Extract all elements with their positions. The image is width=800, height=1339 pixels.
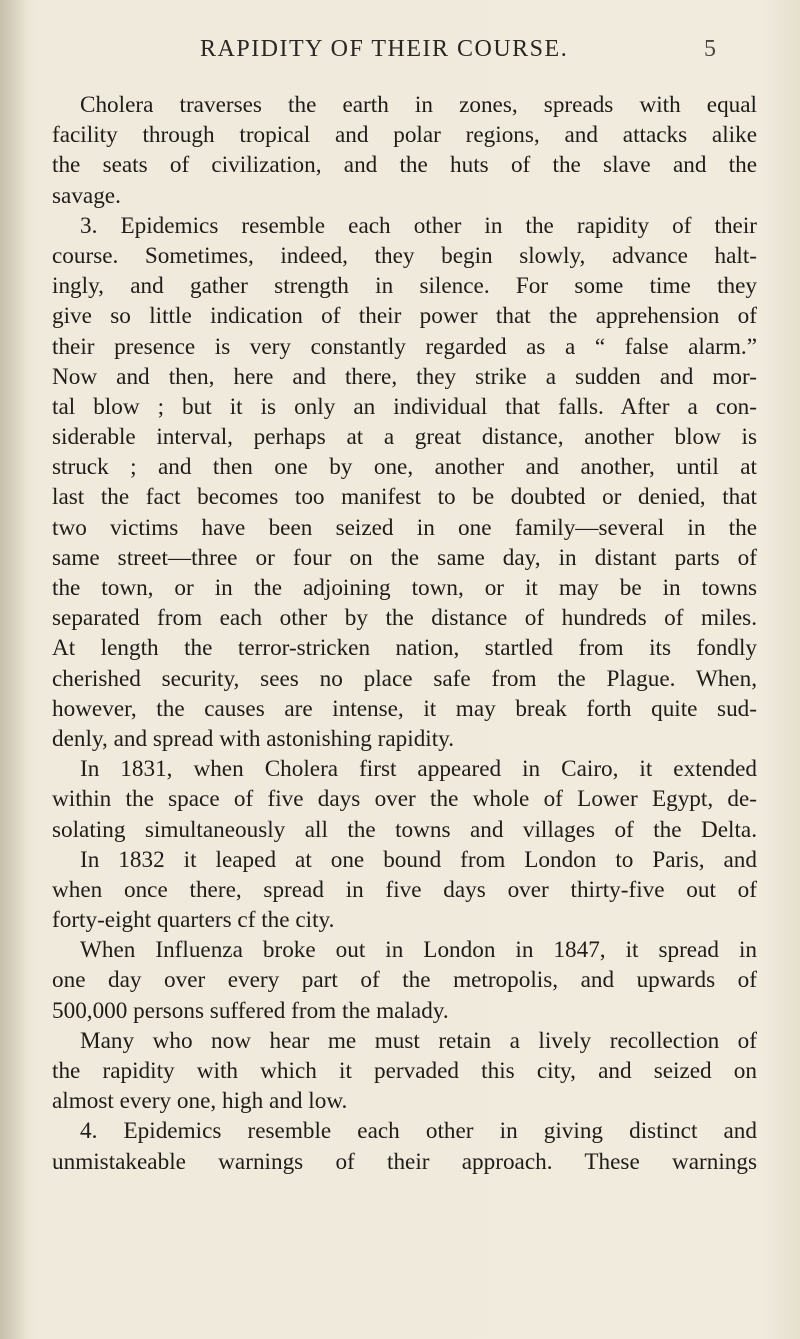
text-line: savage. — [52, 182, 121, 209]
text-line: 3. Epidemics resemble each other in the rapidity of their — [80, 212, 757, 239]
text-line: When Influenza broke out in London in 1847, it spread in — [80, 937, 757, 964]
text-line: unmistakeable warnings of their approach. These warnings — [52, 1148, 757, 1175]
page-gutter-shadow — [0, 0, 28, 1339]
text-line: ingly, and gather strength in silence. For some time they — [52, 273, 757, 300]
body-text — [52, 90, 757, 1177]
text-line: two victims have been seized in one family—several in the — [52, 514, 757, 541]
text-line: denly, and spread with astonishing rapidity. — [52, 725, 455, 752]
text-line: the rapidity with which it pervaded this city, and seized on — [52, 1058, 757, 1084]
text-line: 500,000 persons suffered from the malady. — [52, 997, 449, 1024]
running-title: RAPIDITY OF THEIR COURSE. — [200, 36, 569, 62]
text-line: however, the causes are intense, it may break forth quite sud- — [52, 695, 757, 722]
text-line: within the space of five days over the whole of Lower Egypt, de- — [52, 786, 757, 813]
text-line: course. Sometimes, indeed, they begin slowly, advance halt- — [52, 242, 757, 269]
text-line: cherished security, sees no place safe from the Plague. When, — [52, 665, 757, 692]
page-number: 5 — [704, 36, 716, 62]
text-line: same street—three or four on the same day, in distant parts of — [52, 544, 757, 571]
text-line: give so little indication of their power that the apprehension of — [52, 303, 757, 330]
text-line: when once there, spread in five days over thirty-five out of — [52, 876, 757, 903]
text-line: Many who now hear me must retain a lively recollection of — [80, 1027, 757, 1054]
text-line: the town, or in the adjoining town, or it may be in towns — [52, 575, 757, 601]
text-line: tal blow ; but it is only an individual that falls. After a con- — [52, 393, 757, 420]
text-line: forty-eight quarters cf the city. — [52, 907, 335, 934]
text-line: struck ; and then one by one, another and another, until at — [52, 454, 757, 481]
text-line: one day over every part of the metropolis, and upwards of — [52, 967, 757, 994]
text-line: solating simultaneously all the towns and villages of the Delta. — [52, 816, 757, 843]
text-line: almost every one, high and low. — [52, 1088, 348, 1115]
text-line: siderable interval, perhaps at a great distance, another blow is — [52, 424, 757, 451]
running-head — [0, 8, 800, 78]
text-line: Now and then, here and there, they strike a sudden and mor- — [52, 363, 757, 390]
text-line: separated from each other by the distance of hundreds of miles. — [52, 605, 757, 632]
text-line: their presence is very constantly regarded as a “ false alarm.” — [52, 333, 757, 360]
text-line: facility through tropical and polar regions, and attacks alike — [52, 122, 757, 149]
text-line: In 1831, when Cholera first appeared in Cairo, it extended — [80, 756, 757, 783]
text-line: At length the terror-stricken nation, startled from its fondly — [52, 635, 757, 662]
text-line: In 1832 it leaped at one bound from London to Paris, and — [80, 846, 757, 873]
text-line: last the fact becomes too manifest to be doubted or denied, that — [52, 484, 757, 511]
text-line: the seats of civilization, and the huts of the slave and the — [52, 152, 757, 179]
text-line: 4. Epidemics resemble each other in giving distinct and — [80, 1118, 757, 1145]
text-line: Cholera traverses the earth in zones, spreads with equal — [80, 92, 757, 118]
